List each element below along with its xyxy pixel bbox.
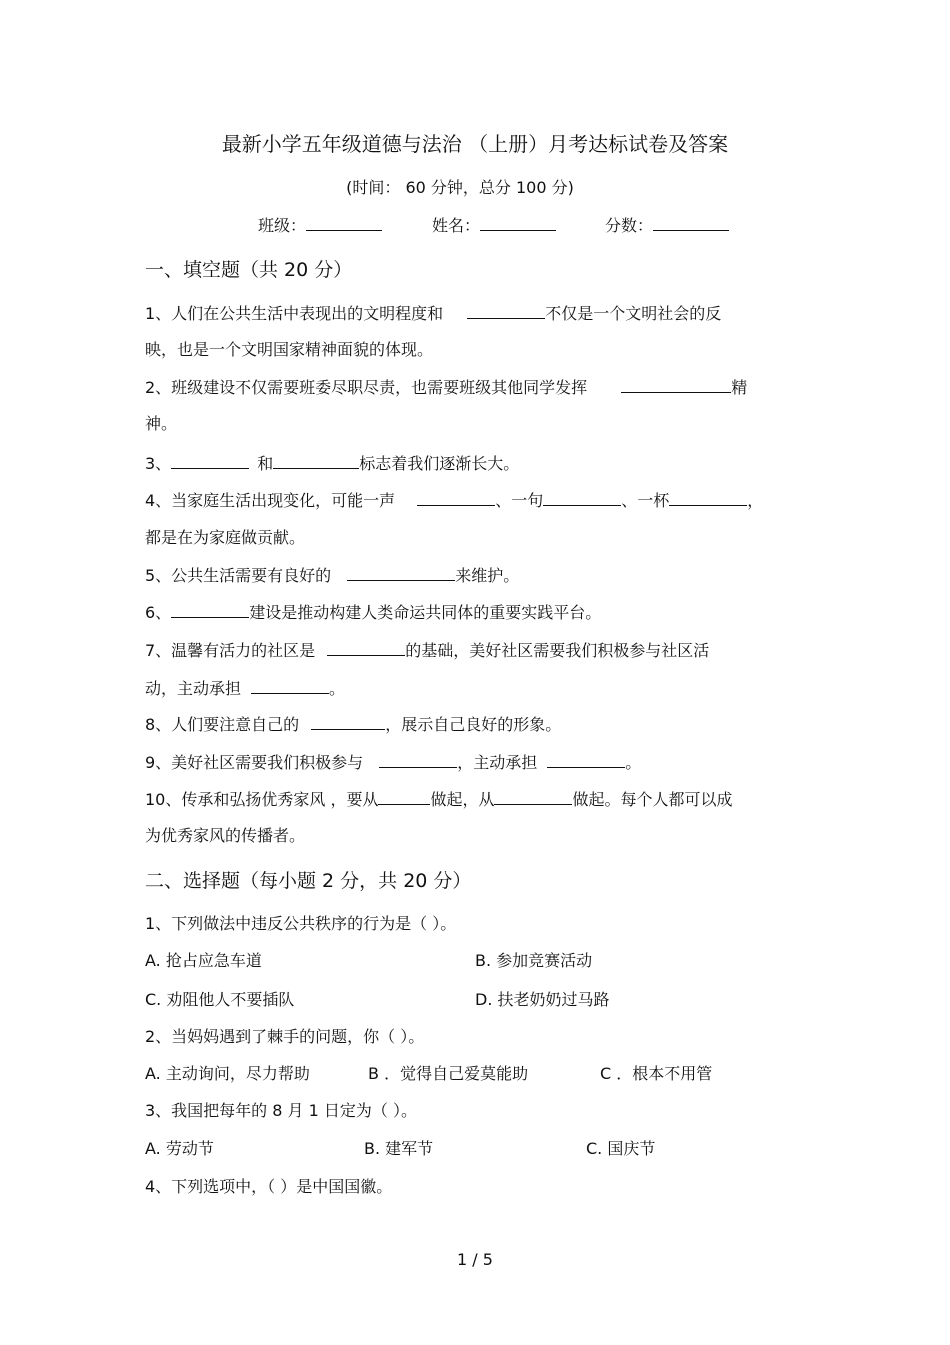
q3-text-3: 标志着我们逐渐长大。 <box>359 454 520 473</box>
q10-text-3: 做起。每个人都可以成 <box>572 790 733 809</box>
mc-question-3: 3、我国把每年的 8 月 1 日定为（ ）。 <box>145 1101 417 1120</box>
mc1-option-d: D. 扶老奶奶过马路 <box>475 990 610 1009</box>
q8-text: 8、人们要注意自己的 <box>145 715 300 734</box>
q5-text: 5、公共生活需要有良好的 <box>145 566 332 585</box>
q10-text-2: 做起，从 <box>430 790 495 809</box>
q9-text-2: ，主动承担 <box>457 753 538 772</box>
q1-text: 1、人们在公共生活中表现出的文明程度和 <box>145 304 444 323</box>
score-blank <box>653 212 729 231</box>
score-field <box>605 212 729 236</box>
section1-heading: 一、填空题（共 20 分） <box>145 259 353 281</box>
q2-blank <box>621 374 731 393</box>
section2-heading: 二、选择题（每小题 2 分，共 20 分） <box>145 870 472 892</box>
q6-text: 6、 <box>145 603 172 622</box>
q4-text-2: 、一句 <box>495 491 544 510</box>
exam-subtitle: (时间： 60 分钟，总分 100 分) <box>346 178 574 197</box>
q5-blank <box>347 562 455 581</box>
mc-question-2: 2、当妈妈遇到了棘手的问题，你（ ）。 <box>145 1027 425 1046</box>
q2-text: 2、班级建设不仅需要班委尽职尽责，也需要班级其他同学发挥 <box>145 378 588 397</box>
mc2-option-c: C ．根本不用管 <box>600 1064 713 1083</box>
score-label: 分数： <box>605 216 654 235</box>
q7-blank-1 <box>327 637 405 656</box>
question-7 <box>145 637 709 661</box>
mc3-option-b: B. 建军节 <box>364 1139 434 1158</box>
class-label: 班级： <box>258 216 307 235</box>
q4-text-4: ， <box>747 491 764 510</box>
q6-text-2: 建设是推动构建人类命运共同体的重要实践平台。 <box>249 603 602 622</box>
q10-blank-1 <box>378 786 430 805</box>
q9-blank-1 <box>379 749 457 768</box>
q10-blank-2 <box>494 786 572 805</box>
question-8 <box>145 711 561 735</box>
q4-text-3: 、一杯 <box>621 491 670 510</box>
exam-title: 最新小学五年级道德与法治 （上册）月考达标试卷及答案 <box>221 132 729 156</box>
q7-text-3: 动，主动承担 <box>145 679 242 698</box>
question-1 <box>145 300 721 324</box>
mc1-option-b: B. 参加竞赛活动 <box>475 951 593 970</box>
q8-blank <box>311 711 385 730</box>
mc1-option-c: C. 劝阻他人不要插队 <box>145 990 295 1009</box>
mc-question-4: 4、下列选项中，（ ）是中国国徽。 <box>145 1177 393 1196</box>
name-blank <box>480 212 556 231</box>
q7-text: 7、温馨有活力的社区是 <box>145 641 316 660</box>
q10-text: 10、传承和弘扬优秀家风 ，要从 <box>145 790 379 809</box>
q9-text-3: 。 <box>625 753 642 772</box>
name-label: 姓名： <box>432 216 481 235</box>
question-5 <box>145 562 519 586</box>
question-2-cont: 神。 <box>145 414 178 433</box>
question-4 <box>145 487 763 511</box>
class-field <box>258 212 382 236</box>
q7-text-4: 。 <box>329 679 346 698</box>
q4-blank-2 <box>543 487 621 506</box>
q2-text-2: 精 <box>731 378 748 397</box>
question-4-cont: 都是在为家庭做贡献。 <box>145 528 306 547</box>
q9-text: 9、美好社区需要我们积极参与 <box>145 753 364 772</box>
q4-text: 4、当家庭生活出现变化，可能一声 <box>145 491 396 510</box>
mc-question-1: 1、下列做法中违反公共秩序的行为是（ ）。 <box>145 914 457 933</box>
mc2-option-b: B ．觉得自己爱莫能助 <box>368 1064 529 1083</box>
q1-text-2: 不仅是一个文明社会的反 <box>545 304 722 323</box>
question-1-cont: 映，也是一个文明国家精神面貌的体现。 <box>145 340 434 359</box>
mc3-option-a: A. 劳动节 <box>145 1139 214 1158</box>
question-3 <box>145 450 519 474</box>
q4-blank-1 <box>417 487 495 506</box>
question-10 <box>145 786 732 810</box>
q8-text-2: ，展示自己良好的形象。 <box>385 715 562 734</box>
q9-blank-2 <box>547 749 625 768</box>
name-field <box>432 212 556 236</box>
q3-blank-1 <box>171 450 249 469</box>
q1-blank <box>467 300 545 319</box>
mc1-option-a: A. 抢占应急车道 <box>145 951 262 970</box>
question-6 <box>145 599 601 623</box>
q7-text-2: 的基础，美好社区需要我们积极参与社区活 <box>405 641 710 660</box>
q5-text-2: 来维护。 <box>455 566 520 585</box>
question-7-cont <box>145 675 345 699</box>
q4-blank-3 <box>669 487 747 506</box>
q3-text: 3、 <box>145 454 172 473</box>
mc3-option-c: C. 国庆节 <box>586 1139 656 1158</box>
q3-text-2: 和 <box>257 454 274 473</box>
question-9 <box>145 749 641 773</box>
question-10-cont: 为优秀家风的传播者。 <box>145 826 306 845</box>
question-2 <box>145 374 747 398</box>
q6-blank <box>171 599 249 618</box>
mc2-option-a: A. 主动询问，尽力帮助 <box>145 1064 310 1083</box>
page-number: 1 / 5 <box>457 1250 493 1269</box>
q7-blank-2 <box>251 675 329 694</box>
class-blank <box>306 212 382 231</box>
q3-blank-2 <box>273 450 359 469</box>
